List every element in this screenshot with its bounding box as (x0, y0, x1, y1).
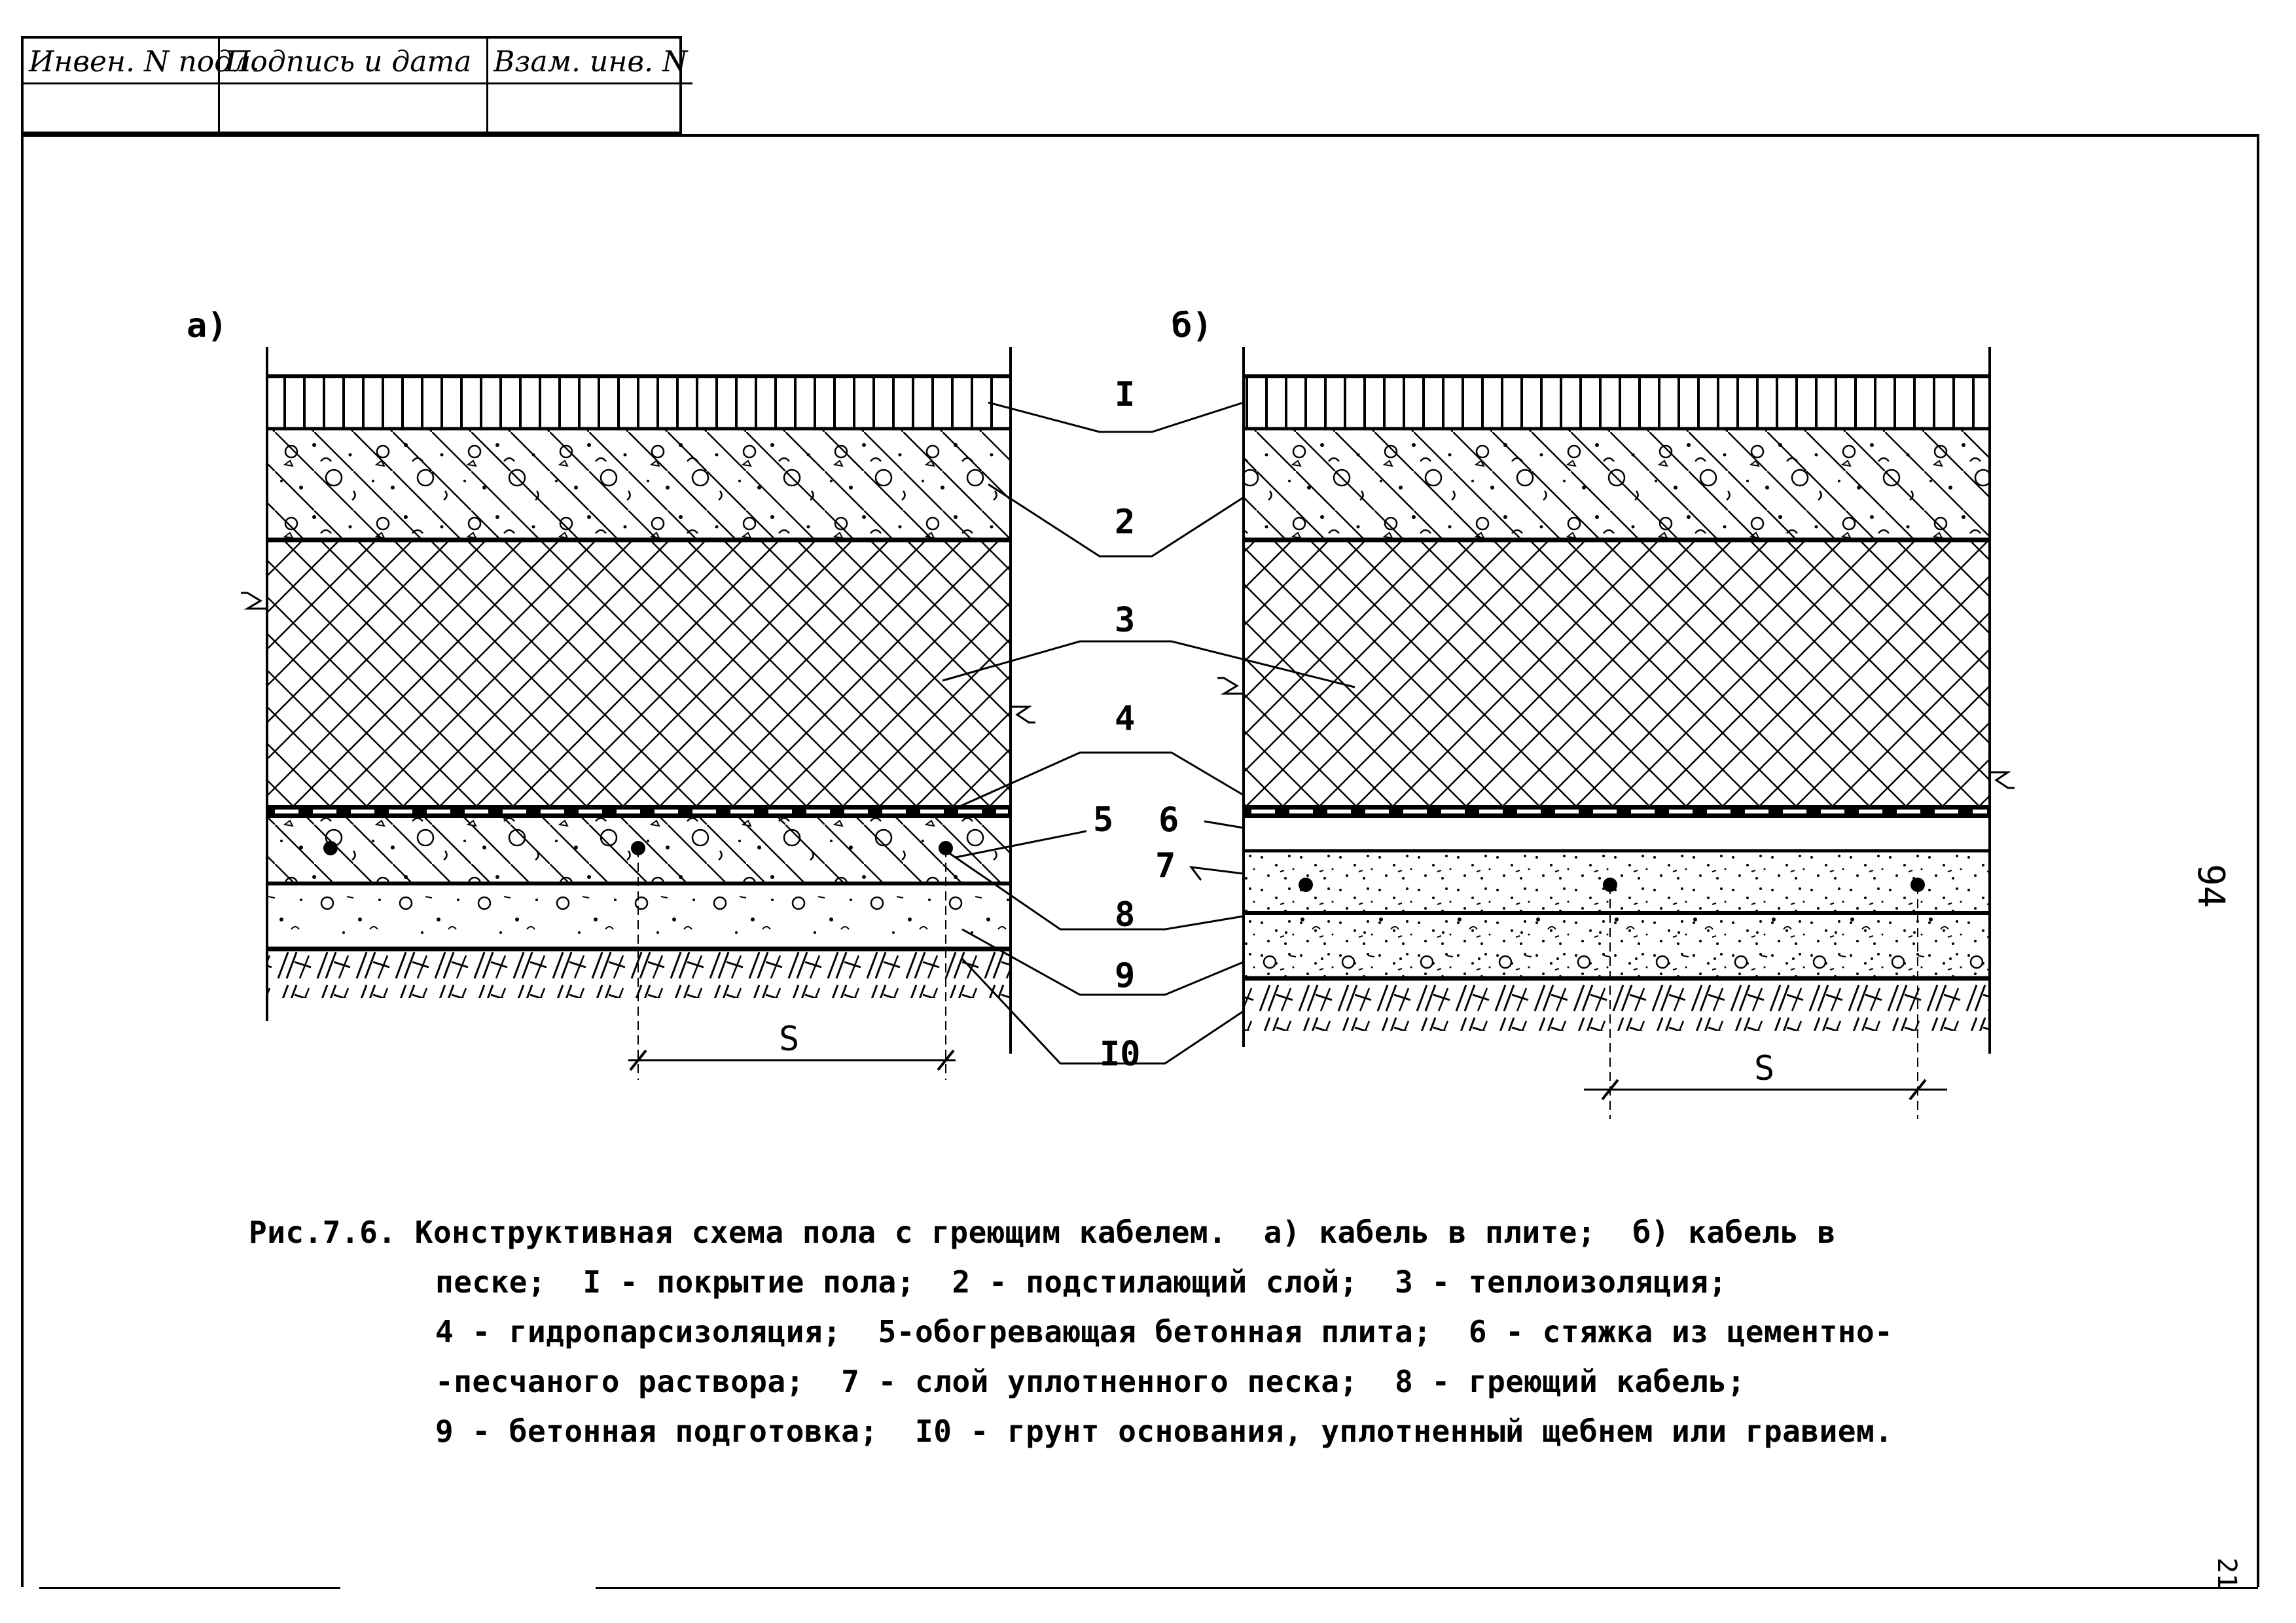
a-layer-4-waterproofing (267, 805, 1011, 818)
b-layer-4-waterproofing (1244, 805, 1990, 818)
figure-caption (249, 1207, 1893, 1456)
callout-2: 2 (1115, 503, 1136, 542)
panel-b-label: б) (1172, 306, 1213, 346)
callout-6: 6 (1158, 800, 1179, 840)
callout-8: 8 (1115, 895, 1136, 935)
corner-mark: 21 (2212, 1558, 2242, 1590)
callout-9: 9 (1115, 956, 1136, 995)
caption-line-5: 9 - бетонная подготовка; I0 - грунт основания, уплотненный щебнем или гравием. (435, 1414, 1893, 1449)
caption-line-1: Рис.7.6. Конструктивная схема пола с греющим кабелем. а) кабель в плите; б) кабель в (249, 1215, 1836, 1250)
a-spacing-label: S (779, 1020, 800, 1059)
caption-line-2: песке; I - покрытие пола; 2 - подстилающий слой; 3 - теплоизоляция; (435, 1264, 1727, 1300)
callout-7: 7 (1155, 846, 1176, 885)
stamp-replacement-header: Взам. инв. N (488, 39, 692, 84)
panel-a-label: а) (187, 306, 228, 346)
b-spacing-label: S (1754, 1049, 1775, 1088)
page-number: 94 (2189, 864, 2232, 908)
stamp-inventory-header: Инвен. N подл. (24, 39, 220, 84)
callout-4: 4 (1115, 699, 1136, 738)
b-layer-6-screed (1244, 818, 1990, 851)
callout-5: 5 (1093, 800, 1114, 840)
stamp-signature-header: Подпись и дата (220, 39, 488, 84)
b-layer-10-soil (1244, 978, 1990, 1031)
b-layer-1-floor-covering (1244, 376, 1990, 429)
callout-1: I (1115, 375, 1136, 414)
caption-line-3: 4 - гидропарсизоляция; 5-обогревающая бетонная плита; 6 - стяжка из цементно- (435, 1314, 1893, 1349)
b-cable-1 (1299, 878, 1313, 892)
a-cable-1 (323, 841, 338, 855)
section-b (1217, 347, 2015, 1119)
caption-line-4: -песчаного раствора; 7 - слой уплотненного песка; 8 - греющий кабель; (435, 1364, 1746, 1399)
a-layer-1-floor-covering (267, 376, 1011, 429)
b-layer-3-insulation (1244, 540, 1990, 805)
a-layer-3-insulation (267, 540, 1011, 805)
callout-10: I0 (1100, 1035, 1141, 1074)
callout-3: 3 (1115, 601, 1136, 640)
section-a (241, 347, 1035, 1080)
